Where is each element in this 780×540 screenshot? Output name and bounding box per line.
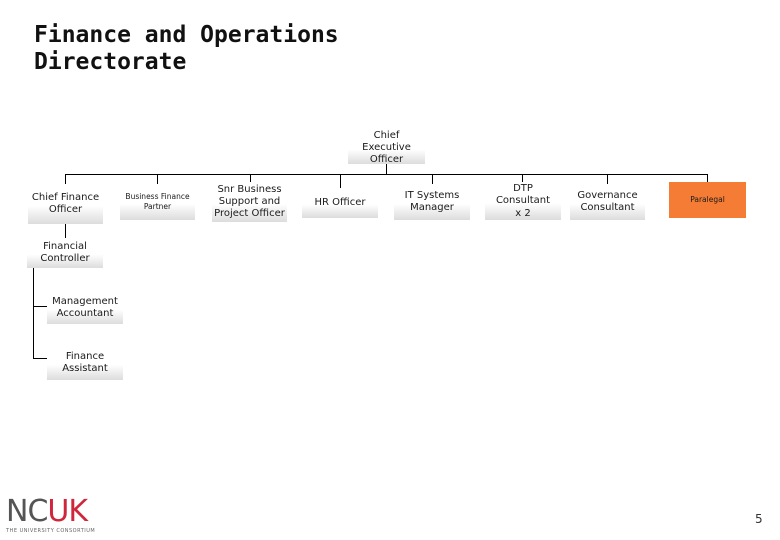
drop-line-it <box>432 174 433 184</box>
role-line: Governance <box>577 190 638 201</box>
logo-tagline: THE UNIVERSITY CONSORTIUM <box>6 528 96 534</box>
role-line: Support and <box>218 196 281 207</box>
drop-line-gov <box>607 174 608 184</box>
role-line: Officer <box>48 204 83 215</box>
logo-nc: NC <box>6 494 48 529</box>
role-line: Management <box>52 296 118 307</box>
page-number: 5 <box>755 512 763 526</box>
finance-assistant-box <box>47 346 123 380</box>
title-line-1: Finance and Operations <box>34 22 339 48</box>
page-title <box>34 22 339 76</box>
role-line: Chief Finance <box>31 192 100 203</box>
top-horizontal-connector <box>65 174 708 175</box>
dtp-consultant-box <box>485 182 561 220</box>
governance-consultant-box <box>570 184 645 220</box>
role-line: Consultant <box>580 202 635 213</box>
financial-controller-box <box>27 238 103 268</box>
logo-wordmark <box>6 494 95 529</box>
management-accountant-box <box>47 292 123 324</box>
it-systems-manager-box <box>394 184 470 220</box>
paralegal-box <box>669 182 746 218</box>
role-line: Partner <box>143 202 172 211</box>
logo-uk: UK <box>47 494 88 529</box>
business-finance-partner-box <box>120 184 195 220</box>
role-line: IT Systems <box>404 190 460 201</box>
drop-line-cfo <box>65 174 66 184</box>
role-line: DTP Consultant <box>495 182 551 206</box>
role-line: Manager <box>410 202 454 213</box>
drop-line-bfp <box>157 174 158 184</box>
ceo-title-line-1: Chief Executive <box>362 130 411 153</box>
role-line: Controller <box>40 253 90 264</box>
role-line: x 2 <box>515 207 531 219</box>
role-line: Snr Business <box>217 184 282 195</box>
role-line: Business Finance <box>125 192 190 201</box>
fc-sub-vertical-connector <box>33 268 34 359</box>
role-line: Project Officer <box>214 208 285 219</box>
role-line: Assistant <box>62 363 108 374</box>
fc-to-ma-branch <box>33 306 47 307</box>
chief-executive-officer-box <box>348 132 425 164</box>
role-line: Paralegal <box>690 195 725 204</box>
role-line: Finance <box>65 351 105 362</box>
drop-line-dtp <box>522 174 523 182</box>
fc-to-fa-branch <box>33 358 47 359</box>
ceo-title-line-2: Officer <box>369 154 404 165</box>
title-line-2: Directorate <box>34 49 187 75</box>
role-line: HR Officer <box>314 197 366 208</box>
role-line: Accountant <box>56 308 114 319</box>
drop-line-hr <box>340 174 341 188</box>
ncuk-logo <box>6 494 96 534</box>
hr-officer-box <box>302 188 378 218</box>
chief-finance-officer-box <box>28 184 103 224</box>
snr-business-support-box <box>212 182 287 222</box>
role-line: Financial <box>43 241 87 252</box>
cfo-to-fc-connector <box>65 224 66 238</box>
drop-line-paralegal <box>707 174 708 182</box>
